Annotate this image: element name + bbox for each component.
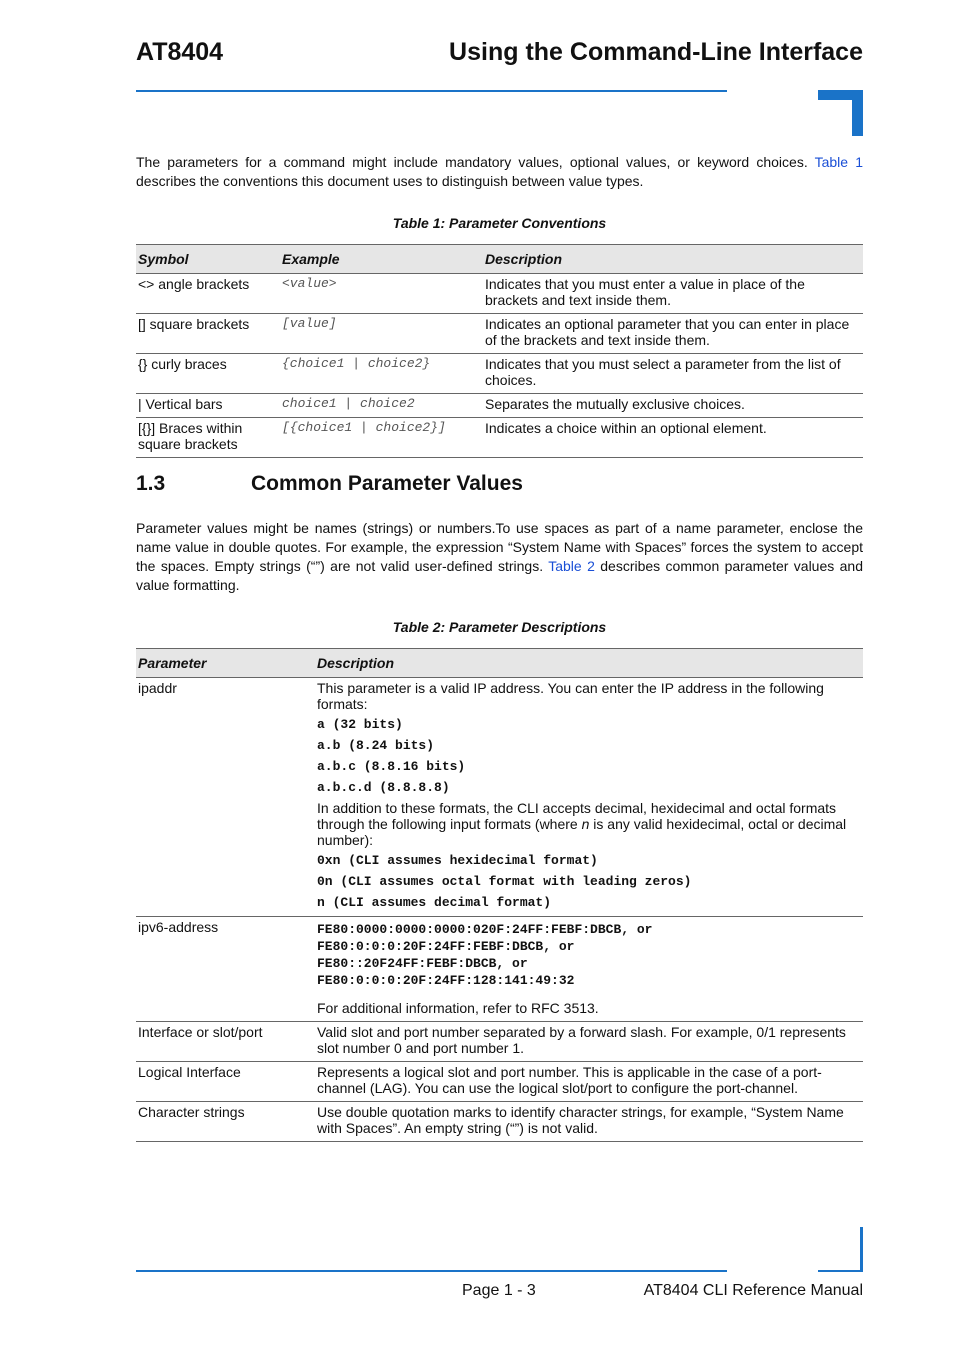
column-header: Description (483, 245, 863, 274)
header-rule (136, 90, 727, 92)
manual-title: AT8404 CLI Reference Manual (643, 1282, 863, 1299)
parameter-cell: Interface or slot/port (136, 1022, 315, 1062)
column-header: Example (280, 245, 483, 274)
table1-link[interactable]: Table 1 (814, 154, 863, 170)
symbol-cell: | Vertical bars (136, 394, 280, 418)
table-header-row (136, 649, 863, 678)
column-header: Parameter (136, 649, 315, 678)
description-cell: Valid slot and port number separated by a forward slash. For example, 0/1 represents slot number 0 and port number 1. (315, 1022, 863, 1062)
ipaddr-format: a (32 bits) (317, 717, 403, 732)
table2-link[interactable]: Table 2 (548, 558, 595, 574)
description-cell: Indicates that you must select a parameter from the list of choices. (483, 354, 863, 394)
ipaddr-format: a.b.c.d (8.8.8.8) (317, 780, 450, 795)
corner-mark-bottom (860, 1227, 863, 1272)
corner-mark-top-vertical (852, 90, 863, 136)
ipaddr-more: In addition to these formats, the CLI accepts decimal, hexidecimal and octal formats through the following input formats (where n is any valid hexidecimal, octal or decimal number): (317, 800, 847, 848)
description-cell: Separates the mutually exclusive choices. (483, 394, 863, 418)
footer-rule (136, 1270, 727, 1272)
ipv6-example: FE80:0:0:0:20F:24FF:FEBF:DBCB, or (317, 939, 575, 954)
header-chapter: Using the Command-Line Interface (449, 38, 863, 66)
ipaddr-input: 0n (CLI assumes octal format with leading zeros) (317, 874, 692, 889)
description-cell: Indicates a choice within an optional element. (483, 418, 863, 458)
example-cell: [value] (280, 314, 483, 354)
ipv6-example: FE80:0000:0000:0000:020F:24FF:FEBF:DBCB, or (317, 922, 653, 937)
symbol-cell: [] square brackets (136, 314, 280, 354)
header-product: AT8404 (136, 38, 224, 66)
ipaddr-input: 0xn (CLI assumes hexidecimal format) (317, 853, 598, 868)
symbol-cell: [{}] Braces within square brackets (136, 418, 280, 458)
table-row (136, 1102, 863, 1142)
table-row (136, 1062, 863, 1102)
description-cell (315, 917, 863, 1022)
table-header-row (136, 245, 863, 274)
parameter-cell: ipv6-address (136, 917, 315, 1022)
column-header: Symbol (136, 245, 280, 274)
column-header: Description (315, 649, 863, 678)
table-row (136, 314, 863, 354)
description-cell (315, 678, 863, 917)
section-paragraph: Parameter values might be names (strings) or numbers.To use spaces as part of a name parameter, enclose the name value in double quotes. For example, the expression “System Name with Spaces” forces the system to accept the spaces. Empty strings (“”) are not valid user-defined strings. Table 2 describes common parameter values and value formatting. (136, 520, 863, 593)
description-cell: Represents a logical slot and port number. This is applicable in the case of a port-channel (LAG). You can use the logical slot/port to configure the port-channel. (315, 1062, 863, 1102)
example-cell: {choice1 | choice2} (280, 354, 483, 394)
intro-paragraph: The parameters for a command might include mandatory values, optional values, or keyword choices. Table 1 describes the conventions this document uses to distinguish between value types. (136, 154, 863, 189)
example-cell: [{choice1 | choice2}] (280, 418, 483, 458)
table1-caption: Table 1: Parameter Conventions (392, 215, 607, 231)
parameter-cell: ipaddr (136, 678, 315, 917)
symbol-cell: <> angle brackets (136, 274, 280, 314)
ipaddr-format: a.b.c (8.8.16 bits) (317, 759, 466, 774)
table-row (136, 418, 863, 458)
ipaddr-intro: This parameter is a valid IP address. You can enter the IP address in the following formats: (317, 680, 824, 712)
table-parameter-conventions (136, 244, 863, 458)
page-number: Page 1 - 3 (462, 1282, 536, 1299)
table-row (136, 1022, 863, 1062)
table-row (136, 394, 863, 418)
table-row (136, 274, 863, 314)
section-title: Common Parameter Values (251, 472, 523, 495)
table-row (136, 354, 863, 394)
ipaddr-input: n (CLI assumes decimal format) (317, 895, 552, 910)
ipv6-note: For additional information, refer to RFC 3513. (317, 1000, 599, 1016)
description-cell: Use double quotation marks to identify character strings, for example, “System Name with Spaces”. An empty string (“”) is not valid. (315, 1102, 863, 1142)
corner-mark-bottom-horizontal (818, 1270, 863, 1272)
table-row (136, 917, 863, 1022)
parameter-cell: Logical Interface (136, 1062, 315, 1102)
table-row (136, 678, 863, 917)
ipaddr-format: a.b (8.24 bits) (317, 738, 435, 753)
ipv6-example: FE80::20F24FF:FEBF:DBCB, or (317, 956, 528, 971)
section-number: 1.3 (136, 472, 166, 495)
parameter-cell: Character strings (136, 1102, 315, 1142)
ipv6-example: FE80:0:0:0:20F:24FF:128:141:49:32 (317, 973, 575, 988)
description-cell: Indicates that you must enter a value in place of the brackets and text inside them. (483, 274, 863, 314)
example-cell: choice1 | choice2 (280, 394, 483, 418)
description-cell: Indicates an optional parameter that you can enter in place of the brackets and text inside them. (483, 314, 863, 354)
table-parameter-descriptions (136, 648, 863, 1142)
table2-caption: Table 2: Parameter Descriptions (392, 619, 607, 635)
symbol-cell: {} curly braces (136, 354, 280, 394)
example-cell: <value> (280, 274, 483, 314)
